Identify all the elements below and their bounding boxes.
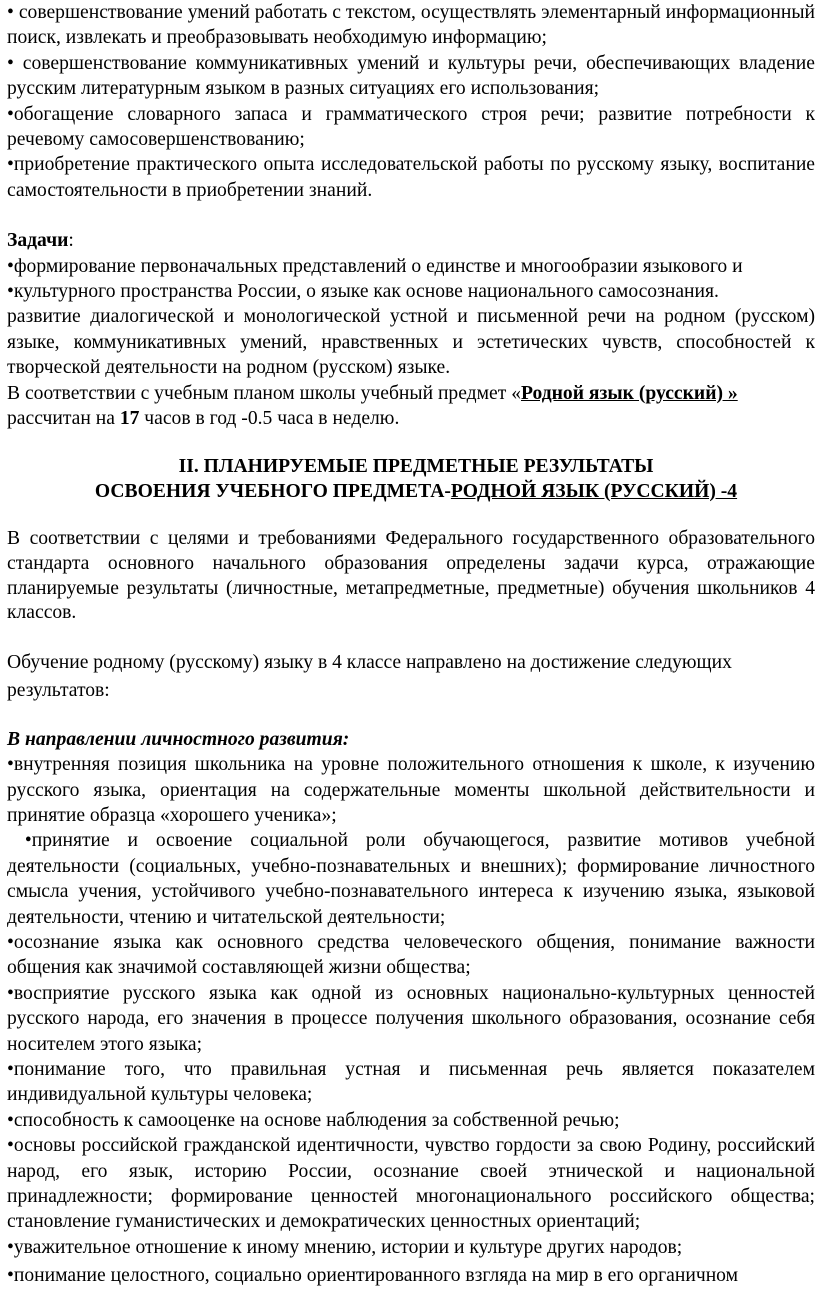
- study-plan-paragraph: [7, 381, 815, 432]
- personal-item: •способность к самооценке на основе наблюдения за собственной речью;: [7, 1109, 620, 1131]
- plan-text-before: В соответствии с учебным планом школы учебный предмет «: [7, 382, 521, 404]
- intro-paragraph: В соответствии с целями и требованиями Федерального государственного образовательного стандарта основного начального образования определены задачи курса, отражающие планируемые результаты (личностные, метапредметные, предметные) обучения школьников 4 классов.: [7, 528, 815, 624]
- hours-value: 17: [119, 408, 140, 430]
- personal-item: •уважительное отношение к иному мнению, истории и культуре других народов;: [7, 1236, 683, 1258]
- section-title-line2: [7, 479, 815, 504]
- task-item: •культурного пространства России, о языке как основе национального самосознания.: [7, 281, 719, 303]
- personal-item: •понимание того, что правильная устная и письменная речь является показателем индивидуальной культуры человека;: [7, 1058, 815, 1106]
- personal-item: •восприятие русского языка как одной из основных национально-культурных ценностей русского народа, его значения в процессе получения школьного образования, осознание себя носителем этого языка;: [7, 982, 815, 1055]
- tasks-title: Задачи: [7, 230, 69, 252]
- personal-title: В направлении личностного развития:: [7, 728, 350, 750]
- personal-item: •осознание языка как основного средства человеческого общения, понимание важности общения как значимой составляющей жизни общества;: [7, 931, 815, 979]
- document-page: [7, 0, 815, 1289]
- tasks-heading: [7, 228, 815, 253]
- personal-item: •основы российской гражданской идентичности, чувство гордости за свою Родину, российский народ, его язык, историю России, осознание своей этнической и национальной принадлежности; формирование ценностей многонационального российского общества; становление гуманистических и демократических ценностных ориентаций;: [7, 1135, 815, 1233]
- section-title-line1: II. ПЛАНИРУЕМЫЕ ПРЕДМЕТНЫЕ РЕЗУЛЬТАТЫ: [178, 455, 654, 477]
- goal-item: •обогащение словарного запаса и грамматического строя речи; развитие потребности к речевому самосовершенствованию;: [7, 103, 815, 151]
- task-item: •формирование первоначальных представлений о единстве и многообразии языкового и: [7, 255, 743, 277]
- task-item: развитие диалогической и монологической устной и письменной речи на родном (русском) языке, коммуникативных умений, нравственных и эстетических чувств, способностей к творческой деятельности на родном (русском) языке.: [7, 306, 815, 379]
- subject-name: Родной язык (русский) »: [521, 382, 738, 404]
- section-title-subject: РОДНОЙ ЯЗЫК (РУССКИЙ) -4: [450, 480, 738, 502]
- goal-item: • совершенствование коммуникативных умений и культуры речи, обеспечивающих владение русским литературным языком в разных ситуациях его использования;: [7, 52, 815, 100]
- section-title-prefix: ОСВОЕНИЯ УЧЕБНОГО ПРЕДМЕТА-: [94, 480, 451, 502]
- plan-text-rest: часов в год -0.5 часа в неделю.: [139, 408, 400, 430]
- tasks-colon: :: [68, 230, 74, 252]
- goal-item: • совершенствование умений работать с текстом, осуществлять элементарный информационный поиск, извлекать и преобразовывать необходимую информацию;: [7, 2, 815, 49]
- personal-item: •понимание целостного, социально ориентированного взгляда на мир в его органичном: [7, 1265, 739, 1287]
- personal-item: •принятие и освоение социальной роли обучающегося, развитие мотивов учебной деятельности (социальных, учебно-познавательных и внешних); формирование личностного смысла учения, устойчивого учебно-познавательного интереса к изучению языка, языковой деятельности, чтению и читательской деятельности;: [7, 830, 815, 928]
- direction-paragraph: Обучение родному (русскому) языку в 4 классе направлено на достижение следующих результатов:: [7, 651, 732, 701]
- plan-text-after: рассчитан на: [7, 408, 120, 430]
- goal-item: •приобретение практического опыта исследовательской работы по русскому языку, воспитание самостоятельности в приобретении знаний.: [7, 154, 815, 201]
- personal-item: •внутренняя позиция школьника на уровне положительного отношения к школе, к изучению русского языка, ориентация на содержательные моменты школьной действительности и принятие образца «хорошего ученика»;: [7, 754, 815, 826]
- personal-heading: [7, 727, 815, 752]
